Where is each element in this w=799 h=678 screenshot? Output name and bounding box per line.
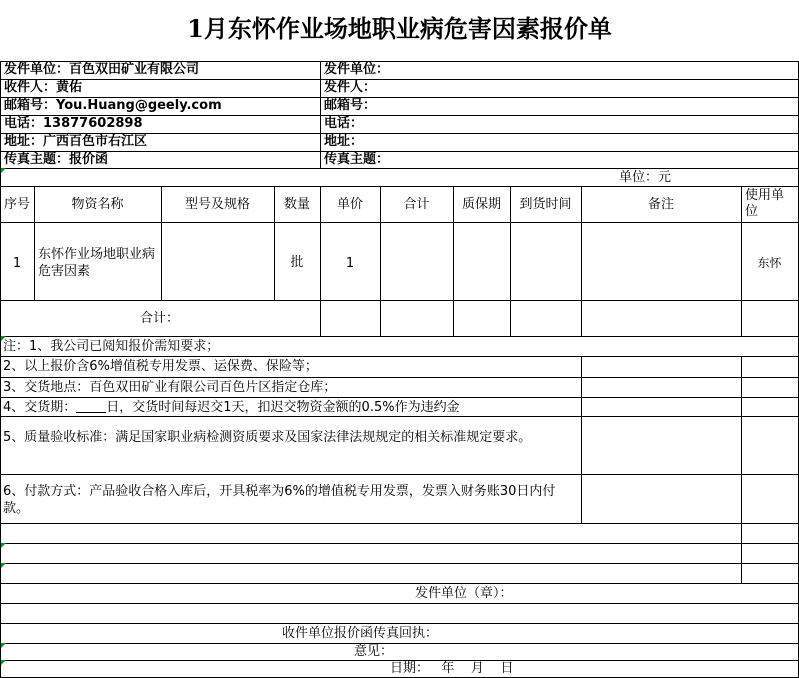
receiver-unit: 发件单位： bbox=[324, 62, 390, 77]
grid-line bbox=[0, 168, 799, 169]
sender-unit: 发件单位：百色双田矿业有限公司 bbox=[4, 62, 200, 77]
receiver-address: 地址： bbox=[324, 134, 364, 149]
row-user-unit: 东怀 bbox=[757, 256, 782, 270]
cell-marker bbox=[1, 643, 6, 648]
sender-email: 邮箱号：You.Huang@geely.com bbox=[4, 98, 222, 113]
grid-line bbox=[0, 623, 799, 624]
header-spec: 型号及规格 bbox=[184, 197, 250, 212]
grid-line bbox=[0, 543, 799, 544]
cell-marker bbox=[1, 543, 6, 548]
grid-line bbox=[741, 356, 742, 583]
grid-line bbox=[320, 61, 321, 168]
sender-address: 地址：广西百色市右江区 bbox=[4, 134, 148, 149]
header-user-unit: 使用单位 bbox=[745, 188, 785, 219]
cell-marker bbox=[1, 168, 6, 173]
grid-line bbox=[0, 583, 799, 584]
grid-line bbox=[0, 603, 799, 604]
reply-title: 收件单位报价函传真回执： bbox=[282, 626, 439, 641]
receiver-fax-subject: 传真主题： bbox=[324, 152, 390, 167]
cell-marker bbox=[1, 336, 6, 341]
opinion-label: 意见： bbox=[354, 644, 394, 659]
note-6: 6、付款方式：产品验收合格入库后，开具税率为6%的增值税专用发票，发票入财务账30日内付款。 bbox=[3, 484, 556, 516]
sender-fax-subject: 传真主题：报价函 bbox=[4, 152, 109, 167]
header-name: 物资名称 bbox=[71, 197, 124, 212]
grid-line bbox=[0, 356, 799, 357]
note-2: 2、以上报价含6%增值税专用发票、运保费、保险等； bbox=[3, 359, 318, 374]
header-delivery: 到货时间 bbox=[519, 197, 572, 212]
row-no: 1 bbox=[12, 256, 22, 271]
grid-line bbox=[581, 356, 582, 523]
grid-line bbox=[0, 151, 799, 152]
note-3: 3、交货地点：百色双田矿业有限公司百色片区指定仓库； bbox=[3, 380, 337, 395]
row-name: 东怀作业场地职业病危害因素 bbox=[38, 247, 156, 279]
grid-line bbox=[0, 474, 799, 475]
receiver-sender: 发件人： bbox=[324, 80, 377, 95]
grid-line bbox=[0, 643, 799, 644]
header-qty: 数量 bbox=[283, 197, 310, 212]
grid-line bbox=[0, 523, 799, 524]
currency-unit: 单位：元 bbox=[619, 170, 672, 185]
grid-line bbox=[0, 377, 799, 378]
header-remark: 备注 bbox=[647, 197, 674, 212]
page-title: 1月东怀作业场地职业病危害因素报价单 bbox=[187, 14, 612, 43]
note-4 bbox=[3, 400, 460, 416]
sender-phone: 电话：13877602898 bbox=[4, 116, 143, 131]
note-5: 5、质量验收标准：满足国家职业病检测资质要求及国家法律法规规定的相关标准规定要求。 bbox=[3, 430, 532, 445]
cell-marker bbox=[1, 563, 6, 568]
grid-line bbox=[0, 222, 799, 223]
header-total: 合计 bbox=[403, 197, 430, 212]
receiver-phone: 电话： bbox=[324, 116, 364, 131]
sender-seal: 发件单位（章）： bbox=[415, 586, 513, 601]
grid-line bbox=[0, 79, 799, 80]
total-label: 合计： bbox=[140, 311, 180, 326]
header-no: 序号 bbox=[3, 197, 30, 212]
header-price: 单价 bbox=[336, 197, 363, 212]
date-line: 日期： 年 月 日 bbox=[390, 661, 514, 676]
row-qty: 批 bbox=[290, 255, 304, 270]
note-1: 注：1、我公司已阅知报价需知要求； bbox=[3, 339, 220, 354]
grid-line bbox=[0, 397, 799, 398]
grid-line bbox=[0, 186, 799, 187]
note-4-prefix: 4、交货期： bbox=[3, 400, 77, 415]
cell-marker bbox=[1, 660, 6, 665]
delivery-days-blank bbox=[76, 400, 106, 413]
note-4-suffix: 日，交货时间每迟交1天，扣迟交物资金额的0.5%作为违约金 bbox=[106, 400, 460, 415]
sender-recipient: 收件人：黄佑 bbox=[4, 80, 83, 95]
row-price: 1 bbox=[345, 256, 355, 271]
grid-line bbox=[0, 563, 799, 564]
grid-line bbox=[0, 416, 799, 417]
header-warranty: 质保期 bbox=[461, 197, 501, 212]
receiver-email: 邮箱号： bbox=[324, 98, 377, 113]
grid-line bbox=[0, 300, 799, 301]
grid-line bbox=[0, 61, 1, 678]
grid-line bbox=[0, 336, 799, 337]
